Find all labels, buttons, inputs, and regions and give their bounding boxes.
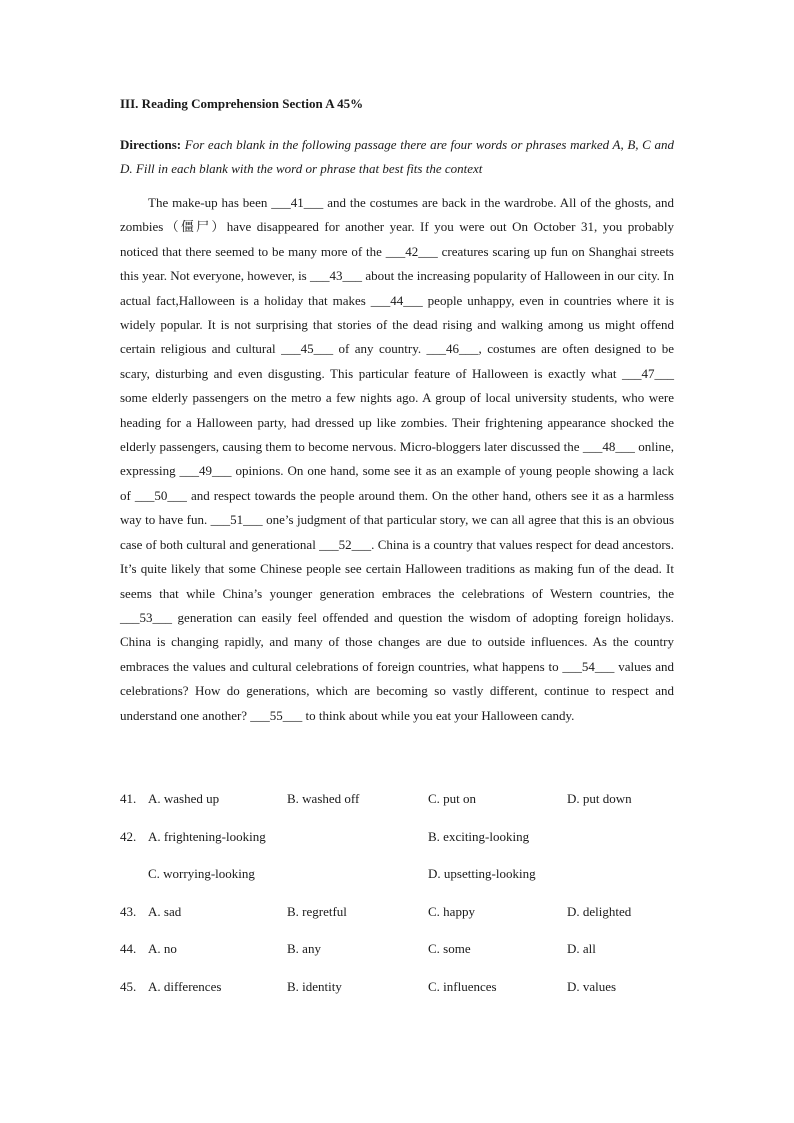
option-a: A. frightening-looking [148,829,266,844]
option-b: B. washed off [287,791,360,806]
option-b: B. regretful [287,904,347,919]
option-c: C. some [428,941,471,956]
option-d: D. delighted [567,904,632,919]
question-number: 42. [120,829,137,844]
question-42-continued [120,864,680,884]
option-a: A. no [148,941,177,956]
question-45 [120,977,680,997]
option-d: D. values [567,979,617,994]
option-c: C. worrying-looking [148,866,255,881]
question-number: 45. [120,979,137,994]
question-number: 43. [120,904,137,919]
option-d: D. put down [567,791,632,806]
directions-text: For each blank in the following passage there are four words or phrases marked A, B, C and D. Fill in each blank with the word or phrase that best fits the context [120,137,674,176]
question-number: 44. [120,941,137,956]
directions [120,133,674,181]
option-c: C. put on [428,791,477,806]
section-title: III. Reading Comprehension Section A 45% [120,96,364,111]
question-43 [120,902,680,922]
question-41 [120,789,680,809]
option-c: C. influences [428,979,497,994]
option-a: A. sad [148,904,182,919]
option-a: A. differences [148,979,222,994]
reading-passage: The make-up has been ___41___ and the costumes are back in the wardrobe. All of the ghosts, and zombies（僵尸）have disappeared for another year. If you were out On October 31, you probably noticed that there seemed to be many more of the ___42___ creatures scaring up fun on Shanghai streets this year. Not everyone, however, is ___43___ about the increasing popularity of Halloween in our city. In actual fact,Halloween is a holiday that makes ___44___ people unhappy, even in countries where it is widely popular. It is not surprising that stories of the dead rising and walking among us might offend certain religious and cultural ___45___ of any country. ___46___, costumes are often designed to be scary, disturbing and even disgusting. This particular feature of Halloween is exactly what ___47___ some elderly passengers on the metro a few nights ago. A group of local university students, who were heading for a Halloween party, had dressed up like zombies. Their frightening appearance shocked the elderly passengers, causing them to become nervous. Micro-bloggers later discussed the ___48___ online, expressing ___49___ opinions. On one hand, some see it as an example of young people showing a lack of ___50___ and respect towards the people around them. On the other hand, others see it as a harmless way to have fun. ___51___ one’s judgment of that particular story, we can all agree that this is an obvious case of both cultural and generational ___52___. China is a country that values respect for dead ancestors. It’s quite likely that some Chinese people see certain Halloween traditions as making fun of the dead. It seems that while China’s younger generation embraces the celebrations of Western countries, the ___53___ generation can easily feel offended and question the wisdom of adopting foreign holidays. China is changing rapidly, and many of those changes are due to outside influences. As the country embraces the values and cultural celebrations of foreign countries, what happens to ___54___ values and celebrations? How do generations, which are becoming so vastly different, continue to respect and understand one another? ___55___ to think about while you eat your Halloween candy. [120,195,674,723]
option-d: D. upsetting-looking [428,866,536,881]
option-b: B. exciting-looking [428,829,530,844]
option-b: B. identity [287,979,342,994]
question-42 [120,827,680,847]
question-44 [120,939,680,959]
option-a: A. washed up [148,791,220,806]
option-d: D. all [567,941,596,956]
option-b: B. any [287,941,321,956]
option-c: C. happy [428,904,475,919]
directions-label: Directions: [120,137,182,152]
question-number: 41. [120,791,137,806]
